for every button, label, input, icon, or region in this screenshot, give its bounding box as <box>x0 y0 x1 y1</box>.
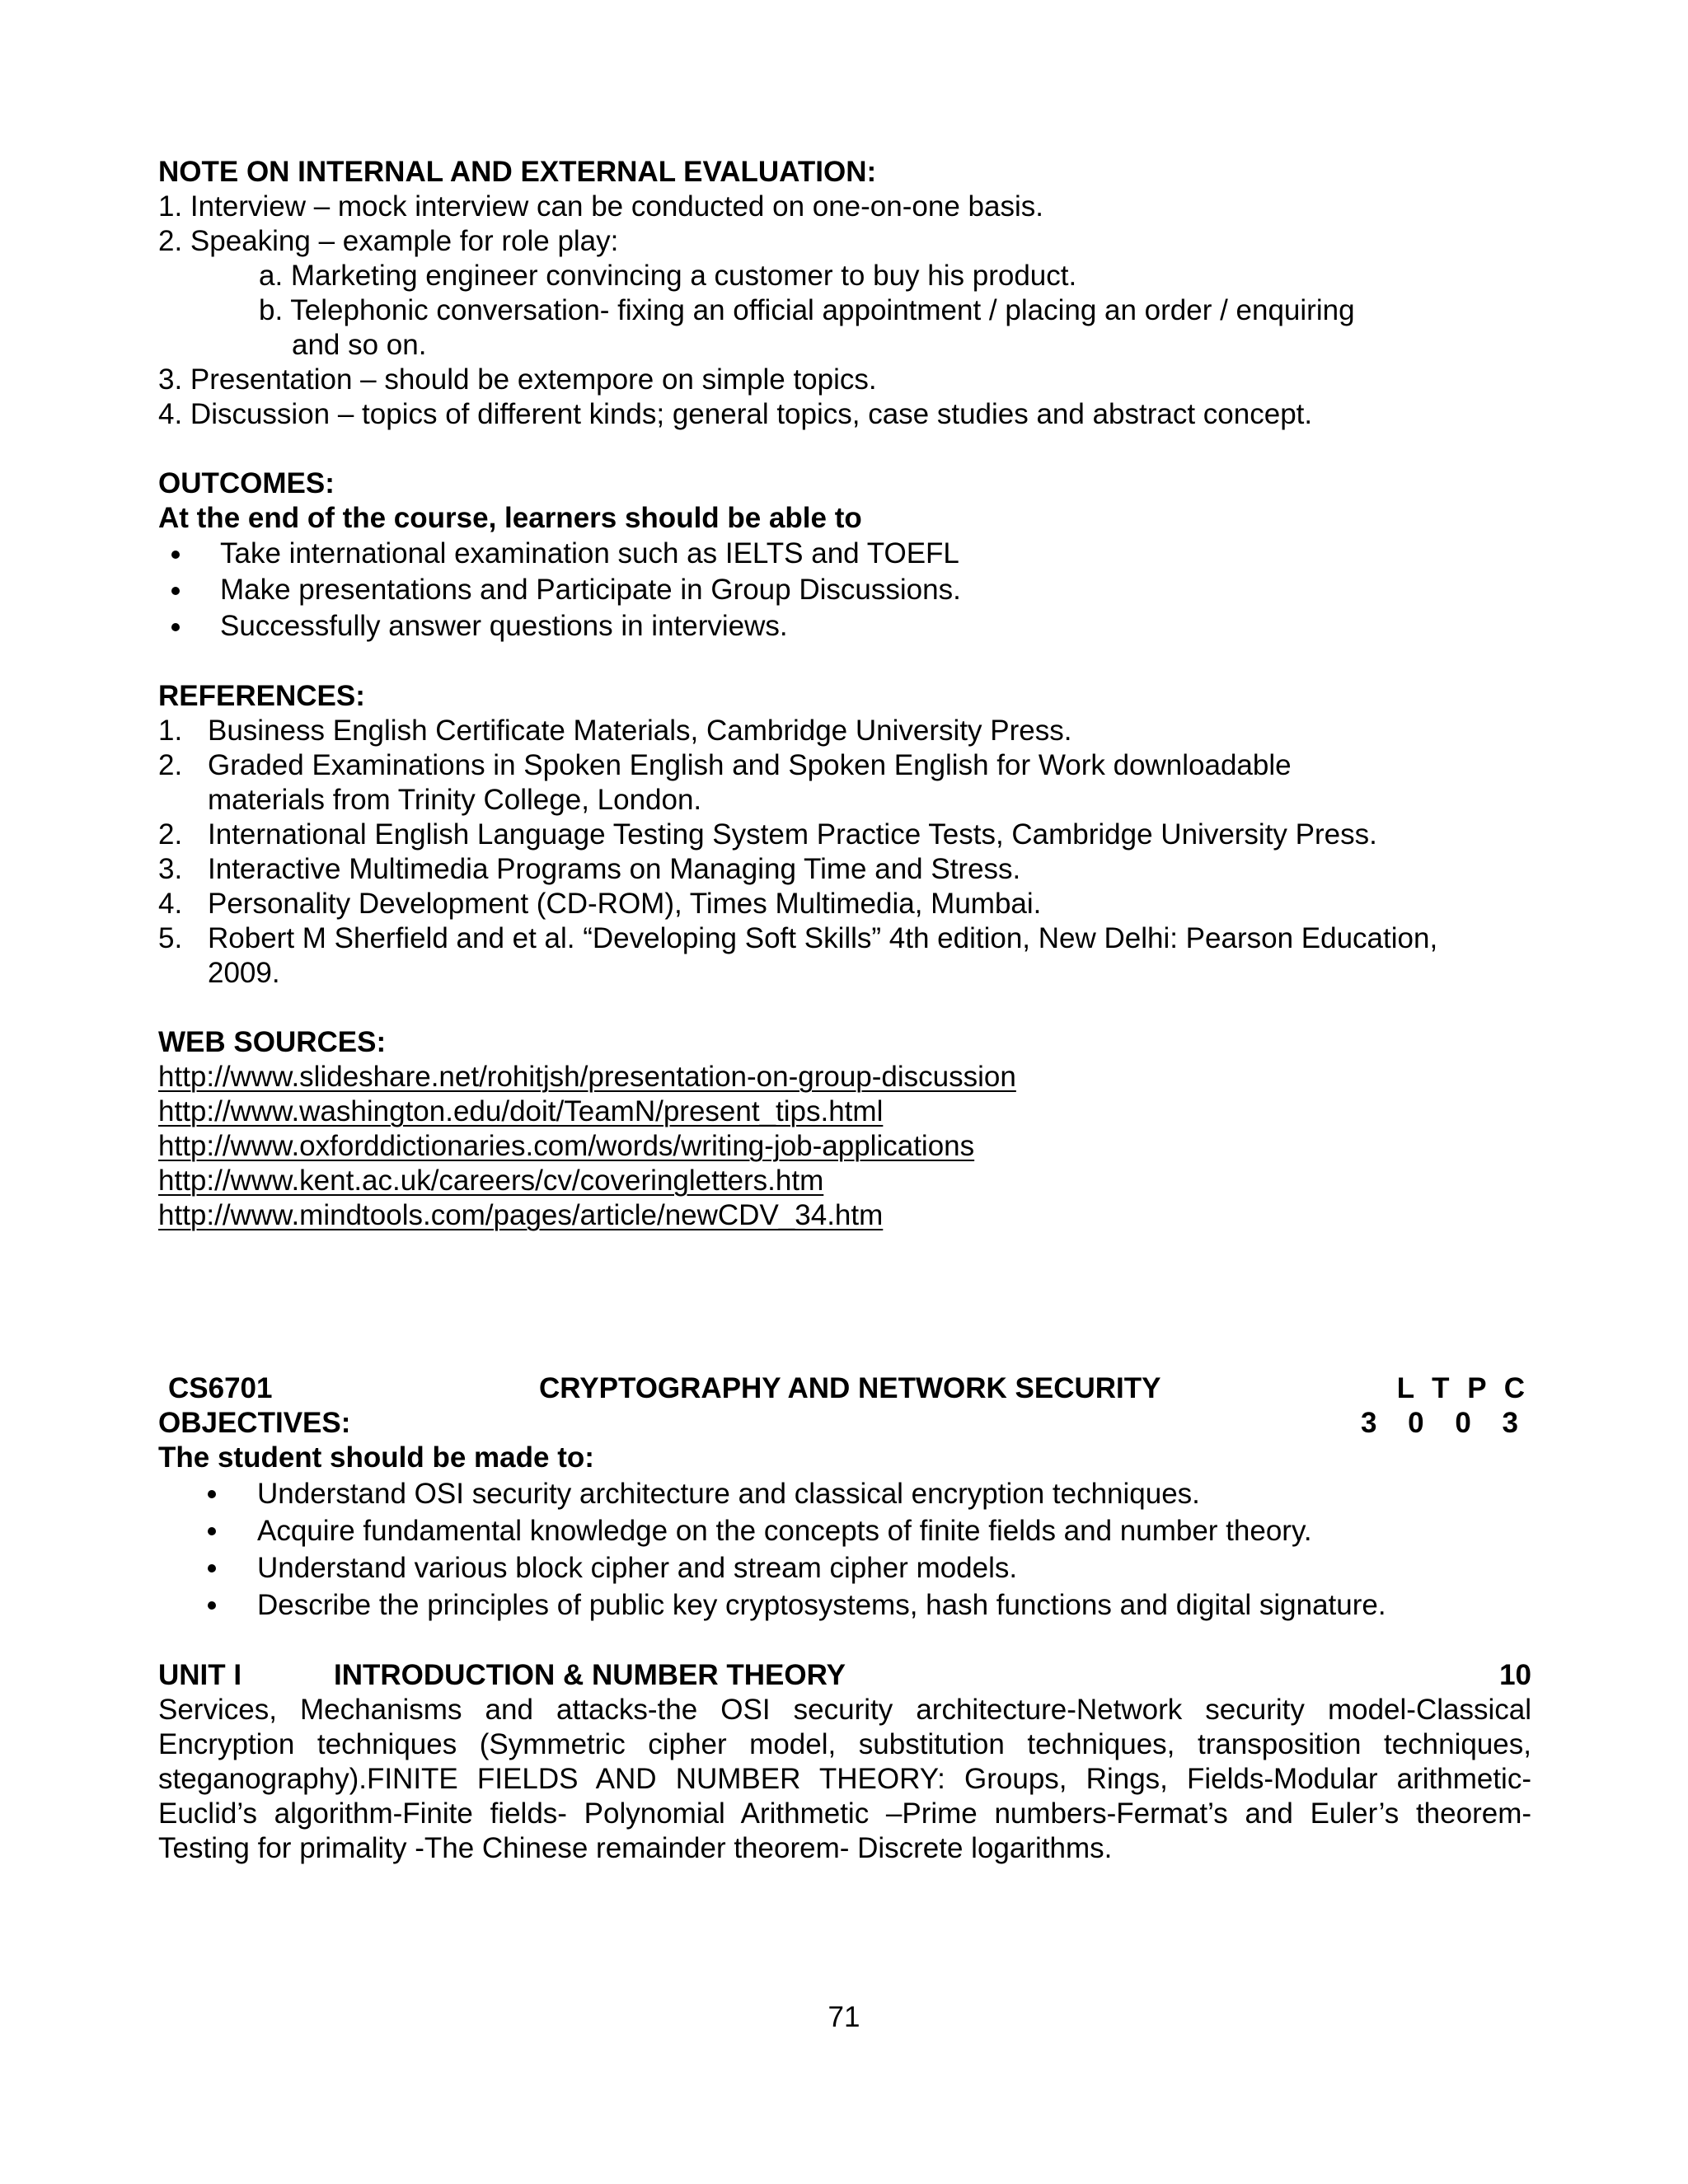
unit-name: UNIT I <box>158 1659 242 1691</box>
note-item-2b-cont: and so on. <box>292 329 427 361</box>
objectives-heading: OBJECTIVES: <box>158 1407 351 1439</box>
unit-body-line: Services, Mechanisms and attacks-the OSI security architecture-Network security model-Classical <box>158 1694 1531 1726</box>
web-source-link[interactable]: http://www.kent.ac.uk/careers/cv/coveringletters.htm <box>158 1165 824 1197</box>
bullet-icon <box>171 623 180 631</box>
unit-title: INTRODUCTION & NUMBER THEORY <box>334 1659 846 1691</box>
reference-item: 5. Robert M Sherfield and et al. “Developing Soft Skills” 4th edition, New Delhi: Pearson Education, <box>158 922 1438 954</box>
note-heading: NOTE ON INTERNAL AND EXTERNAL EVALUATION: <box>158 156 877 188</box>
list-item: Understand various block cipher and stream cipher models. <box>158 1549 1531 1586</box>
bullet-icon <box>208 1601 216 1610</box>
reference-item-cont: 2009. <box>208 957 280 989</box>
unit-header <box>158 1658 1531 1693</box>
list-item: Acquire fundamental knowledge on the concepts of finite fields and number theory. <box>158 1512 1531 1549</box>
list-item: Describe the principles of public key cryptosystems, hash functions and digital signature. <box>158 1586 1531 1624</box>
note-item-1: 1. Interview – mock interview can be conducted on one-on-one basis. <box>158 190 1043 223</box>
bullet-icon <box>208 1490 216 1498</box>
reference-item: 2. Graded Examinations in Spoken English and Spoken English for Work downloadable <box>158 749 1292 781</box>
ltpc-values: 3 0 0 3 <box>1360 1407 1530 1439</box>
web-source-link[interactable]: http://www.slideshare.net/rohitjsh/presentation-on-group-discussion <box>158 1061 1016 1093</box>
course-title: CRYPTOGRAPHY AND NETWORK SECURITY <box>539 1372 1161 1404</box>
list-item: Make presentations and Participate in Group Discussions. <box>158 572 1531 608</box>
page-number: 71 <box>828 2001 860 2033</box>
course-code: CS6701 <box>168 1372 273 1404</box>
note-item-2: 2. Speaking – example for role play: <box>158 225 619 257</box>
outcomes-list <box>158 536 1531 644</box>
web-source-link[interactable]: http://www.oxforddictionaries.com/words/writing-job-applications <box>158 1130 975 1162</box>
unit-body-line: Encryption techniques (Symmetric cipher model, substitution techniques, transposition techniques, <box>158 1728 1531 1760</box>
unit-hours: 10 <box>1499 1659 1531 1691</box>
note-item-3: 3. Presentation – should be extempore on simple topics. <box>158 363 877 396</box>
references-heading: REFERENCES: <box>158 680 365 712</box>
reference-item-cont: materials from Trinity College, London. <box>208 784 702 816</box>
reference-item: 3. Interactive Multimedia Programs on Managing Time and Stress. <box>158 853 1021 885</box>
bullet-icon <box>208 1527 216 1535</box>
document-page <box>158 155 1531 1866</box>
unit-body-line: Testing for primality -The Chinese remainder theorem- Discrete logarithms. <box>158 1832 1113 1864</box>
bullet-icon <box>171 551 180 559</box>
list-item: Understand OSI security architecture and classical encryption techniques. <box>158 1475 1531 1512</box>
unit-body-line: steganography).FINITE FIELDS AND NUMBER THEORY: Groups, Rings, Fields-Modular arithmetic- <box>158 1763 1531 1795</box>
course-header <box>158 1371 1531 1441</box>
outcomes-subheading: At the end of the course, learners should be able to <box>158 502 862 534</box>
objectives-subheading: The student should be made to: <box>158 1441 594 1474</box>
reference-item: 2. International English Language Testing System Practice Tests, Cambridge University Press. <box>158 818 1377 851</box>
unit-body <box>158 1693 1531 1866</box>
bullet-icon <box>171 587 180 595</box>
objectives-list <box>158 1475 1531 1624</box>
bullet-icon <box>208 1564 216 1572</box>
unit-body-line: Euclid’s algorithm-Finite fields- Polynomial Arithmetic –Prime numbers-Fermat’s and Euler’s theorem- <box>158 1797 1531 1830</box>
reference-item: 4. Personality Development (CD-ROM), Times Multimedia, Mumbai. <box>158 888 1042 920</box>
ltpc-label: L T P C <box>1396 1372 1530 1404</box>
web-source-link[interactable]: http://www.mindtools.com/pages/article/newCDV_34.htm <box>158 1199 884 1231</box>
note-item-2a: a. Marketing engineer convincing a customer to buy his product. <box>259 260 1077 292</box>
list-item: Take international examination such as IELTS and TOEFL <box>158 536 1531 572</box>
web-sources-heading: WEB SOURCES: <box>158 1026 387 1058</box>
list-item: Successfully answer questions in interviews. <box>158 608 1531 644</box>
outcomes-heading: OUTCOMES: <box>158 467 335 499</box>
reference-item: 1. Business English Certificate Materials, Cambridge University Press. <box>158 715 1072 747</box>
note-item-4: 4. Discussion – topics of different kinds; general topics, case studies and abstract concept. <box>158 398 1313 430</box>
note-item-2b: b. Telephonic conversation- fixing an official appointment / placing an order / enquiring <box>259 294 1355 326</box>
web-source-link[interactable]: http://www.washington.edu/doit/TeamN/present_tips.html <box>158 1095 884 1127</box>
